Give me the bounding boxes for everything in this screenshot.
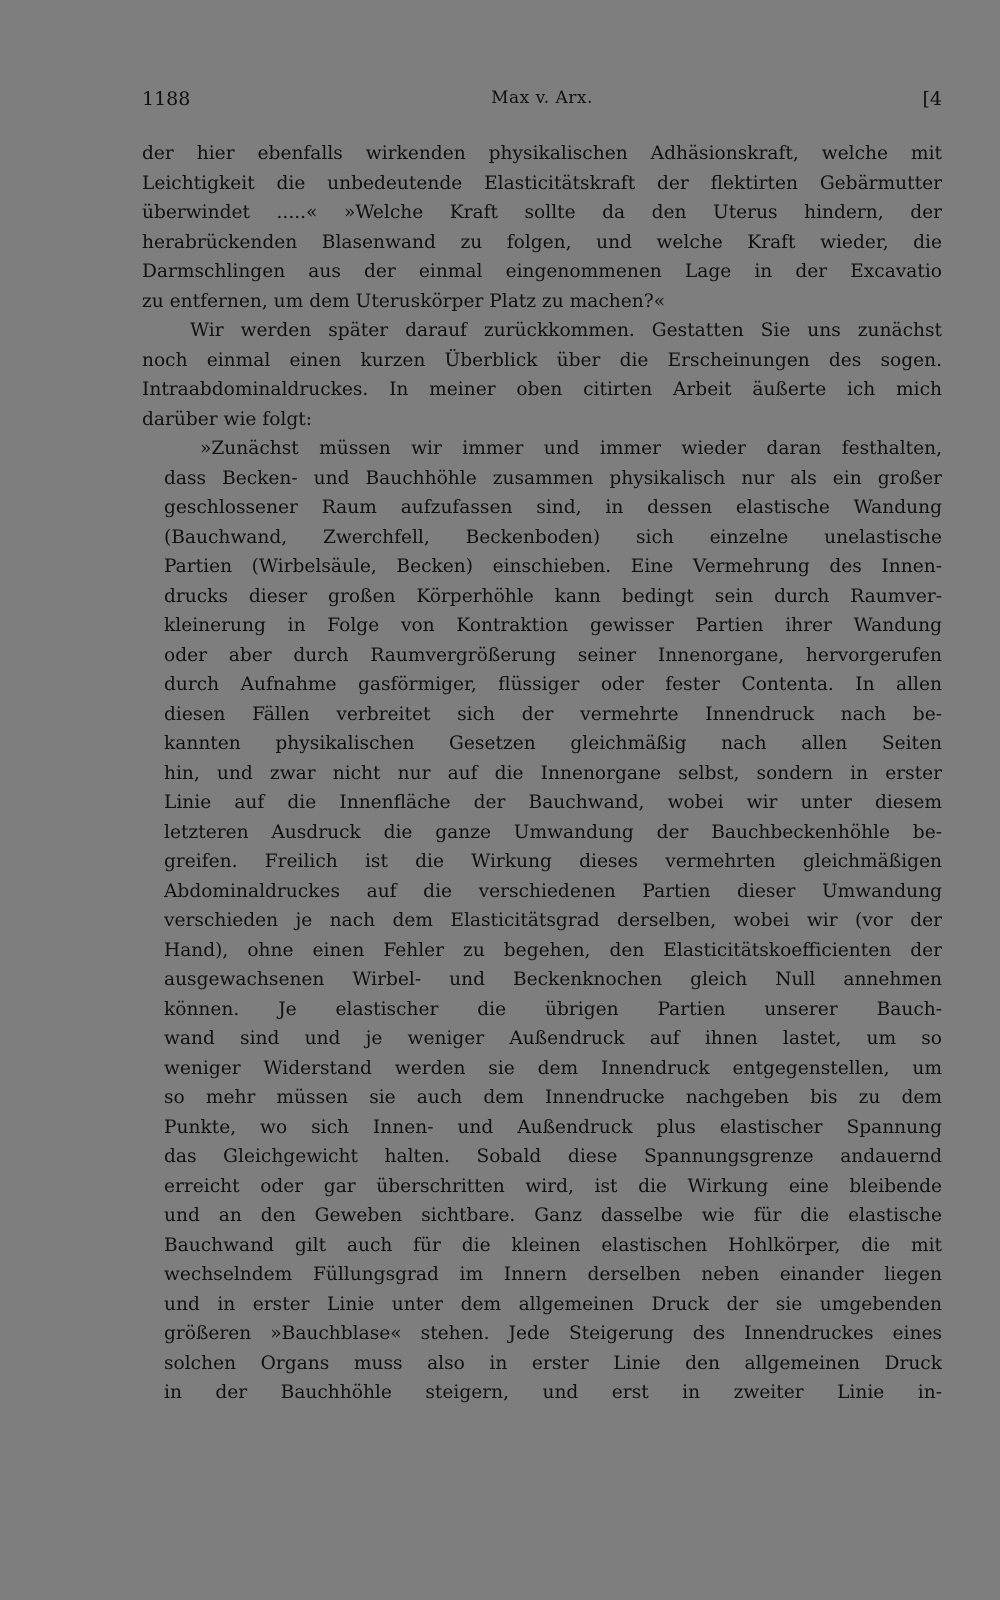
text-line: das Gleichgewicht halten. Sobald diese Spannungsgrenze andauernd	[164, 1146, 942, 1167]
text-line: Linie auf die Innenfläche der Bauchwand, wobei wir unter diesem	[164, 792, 942, 813]
text-line: Hand), ohne einen Fehler zu begehen, den Elasticitätskoefficienten der	[164, 939, 942, 961]
text-line: können. Je elastischer die übrigen Partien unserer Bauch-	[164, 998, 942, 1020]
text-line: durch Aufnahme gasförmiger, flüssiger oder fester Contenta. In allen	[164, 674, 942, 695]
text-line: ausgewachsenen Wirbel- und Beckenknochen gleich Null annehmen	[164, 969, 942, 990]
text-line: darüber wie folgt:	[142, 408, 312, 430]
text-line: kannten physikalischen Gesetzen gleichmäßig nach allen Seiten	[164, 733, 942, 754]
text-line: dass Becken- und Bauchhöhle zusammen physikalisch nur als ein großer	[164, 467, 942, 489]
text-line: Bauchwand gilt auch für die kleinen elastischen Hohlkörper, die mit	[164, 1234, 942, 1256]
text-line: Abdominaldruckes auf die verschiedenen Partien dieser Umwandung	[164, 880, 942, 902]
text-line: drucks dieser großen Körperhöhle kann bedingt sein durch Raumver-	[164, 585, 942, 607]
text-line: Wir werden später darauf zurückkommen. Gestatten Sie uns zunächst	[190, 320, 942, 341]
text-line: der hier ebenfalls wirkenden physikalischen Adhäsionskraft, welche mit	[142, 143, 942, 164]
text-line: weniger Widerstand werden sie dem Innendruck entgegenstellen, um	[164, 1057, 942, 1079]
text-line: diesen Fällen verbreitet sich der vermehrte Innendruck nach be-	[164, 703, 942, 725]
text-line: geschlossener Raum aufzufassen sind, in dessen elastische Wandung	[164, 497, 942, 518]
paragraph	[142, 316, 942, 434]
text-line: Leichtigkeit die unbedeutende Elasticitätskraft der flektirten Gebärmutter	[142, 172, 942, 194]
text-line: wand sind und je weniger Außendruck auf ihnen lastet, um so	[164, 1028, 942, 1049]
text-line: (Bauchwand, Zwerchfell, Beckenboden) sich einzelne unelastische	[164, 526, 942, 548]
text-line: so mehr müssen sie auch dem Innendrucke nachgeben bis zu dem	[164, 1087, 942, 1108]
text-line: zu entfernen, um dem Uteruskörper Platz zu machen?«	[142, 290, 666, 312]
text-line: noch einmal einen kurzen Überblick über die Erscheinungen des sogen.	[142, 349, 942, 371]
block-quote	[164, 434, 942, 1408]
page-header	[142, 88, 942, 118]
text-line: Partien (Wirbelsäule, Becken) einschieben. Eine Vermehrung des Innen-	[164, 556, 942, 577]
text-line: greifen. Freilich ist die Wirkung dieses vermehrten gleichmäßigen	[164, 851, 942, 872]
body-text	[142, 139, 942, 1408]
text-line: und in erster Linie unter dem allgemeinen Druck der sie umgebenden	[164, 1293, 942, 1315]
text-line: und an den Geweben sichtbare. Ganz dasselbe wie für die elastische	[164, 1205, 942, 1226]
running-head: Max v. Arx.	[491, 88, 593, 108]
section-mark: [4	[922, 88, 942, 110]
text-line: letzteren Ausdruck die ganze Umwandung der Bauchbeckenhöhle be-	[164, 821, 942, 843]
text-line: solchen Organs muss also in erster Linie den allgemeinen Druck	[164, 1352, 942, 1374]
text-line: wechselndem Füllungsgrad im Innern derselben neben einander liegen	[164, 1264, 942, 1285]
text-line: »Zunächst müssen wir immer und immer wieder daran festhalten,	[200, 438, 942, 459]
text-line: hin, und zwar nicht nur auf die Innenorgane selbst, sondern in erster	[164, 762, 942, 784]
text-line: in der Bauchhöhle steigern, und erst in zweiter Linie in-	[164, 1382, 942, 1403]
text-line: herabrückenden Blasenwand zu folgen, und welche Kraft wieder, die	[142, 231, 942, 253]
text-line: Darmschlingen aus der einmal eingenommenen Lage in der Excavatio	[142, 261, 942, 282]
text-line: Punkte, wo sich Innen- und Außendruck plus elastischer Spannung	[164, 1116, 942, 1138]
text-line: größeren »Bauchblase« stehen. Jede Steigerung des Innendruckes eines	[164, 1323, 942, 1344]
text-line: erreicht oder gar überschritten wird, ist die Wirkung eine bleibende	[164, 1175, 942, 1197]
text-line: Intraabdominaldruckes. In meiner oben citirten Arbeit äußerte ich mich	[142, 379, 942, 400]
page-number: 1188	[142, 88, 191, 110]
text-line: überwindet .....« »Welche Kraft sollte da den Uterus hindern, der	[142, 202, 942, 223]
paragraph	[142, 139, 942, 316]
text-line: verschieden je nach dem Elasticitätsgrad derselben, wobei wir (vor der	[164, 910, 942, 931]
text-line: oder aber durch Raumvergrößerung seiner Innenorgane, hervorgerufen	[164, 644, 942, 666]
text-line: kleinerung in Folge von Kontraktion gewisser Partien ihrer Wandung	[164, 615, 942, 636]
